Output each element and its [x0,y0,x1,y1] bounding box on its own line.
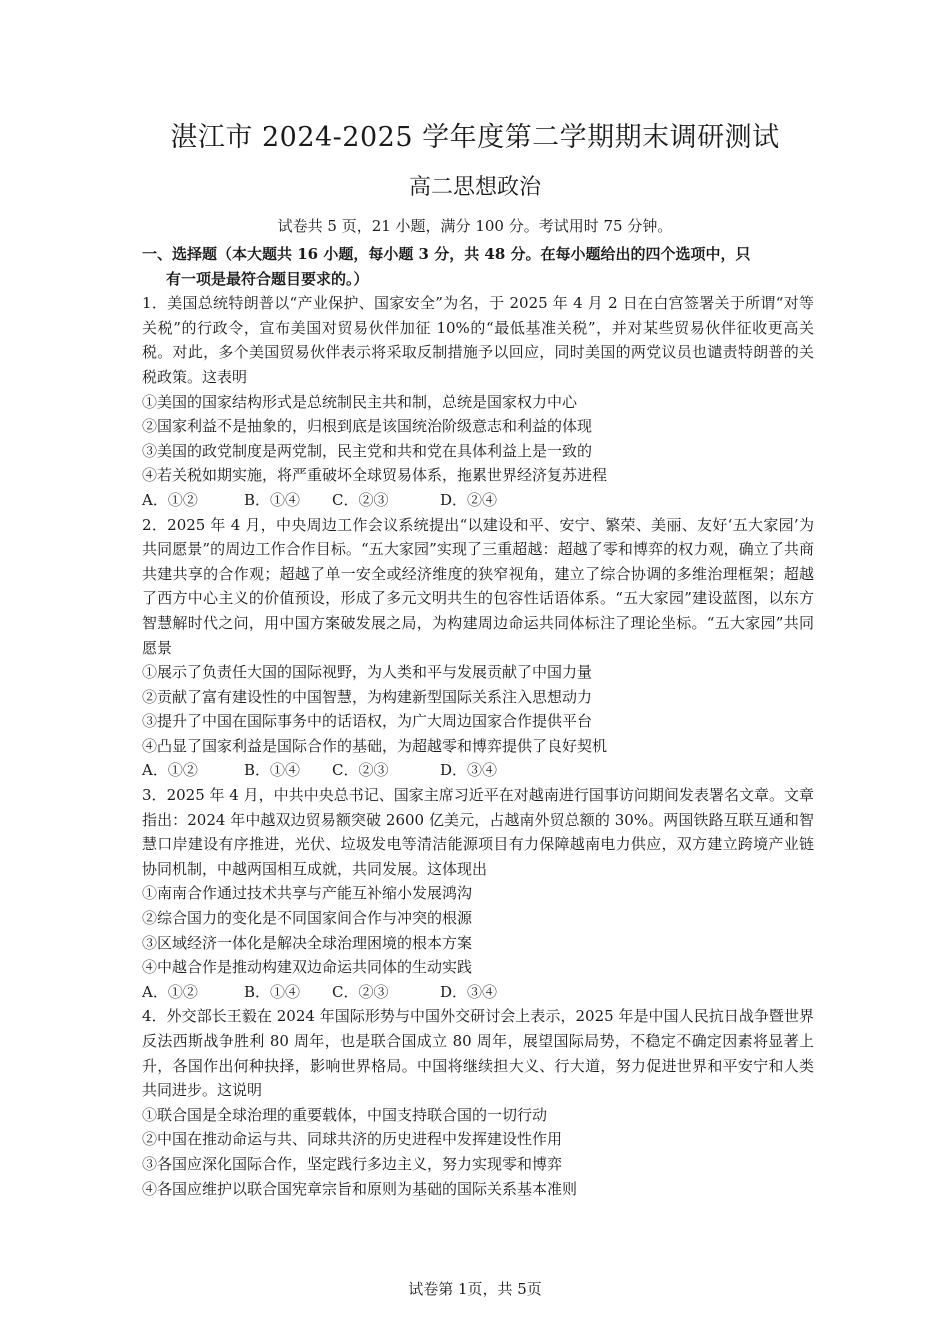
section-heading [142,242,814,291]
statement-1: ①联合国是全球治理的重要载体，中国支持联合国的一切行动 [142,1105,548,1124]
choice-d: D．③④ [440,982,498,1001]
statement-3: ③区域经济一体化是解决全球治理困境的根本方案 [142,933,473,952]
page-footer: 试卷第 1页，共 5页 [408,1280,542,1298]
exam-subject: 高二思想政治 [408,175,541,200]
statement-4: ④中越合作是推动构建双边命运共同体的生动实践 [142,958,473,977]
choice-b: B．①④ [244,982,301,1001]
exam-title: 湛江市 2024-2025 学年度第二学期期末调研测试 [170,122,780,153]
statement-3: ③提升了中国在国际事务中的话语权，为广大周边国家合作提供平台 [142,712,593,731]
question-stem: 4．外交部长王毅在 2024 年国际形势与中国外交研讨会上表示，2025 年是中国人民抗日战争暨世界反法西斯战争胜利 80 周年，也是联合国成立 80 周年，展望国际局势，不稳定不确定因素将显著上升，各国作出何种抉择，影响世界格局。中国将继续担大义、行大道，努力促进世界和平安宁和人类共同进步。这说明 [142,1007,814,1100]
question-2 [142,513,814,784]
choice-d: D．②④ [440,490,498,509]
question-3 [142,783,814,1004]
exam-body [142,242,814,1201]
section-heading-line2: 有一项是最符合题目要求的。） [166,269,369,288]
statement-1: ①展示了负责任大国的国际视野，为人类和平与发展贡献了中国力量 [142,663,593,682]
statement-1: ①美国的国家结构形式是总统制民主共和制，总统是国家权力中心 [142,392,578,411]
answer-choices [142,758,814,783]
statement-2: ②中国在推动命运与共、同球共济的历史进程中发挥建设性作用 [142,1130,563,1149]
answer-choices [142,488,814,513]
question-stem: 3．2025 年 4 月，中共中央总书记、国家主席习近平在对越南进行国事访问期间发表署名文章。文章指出：2024 年中越双边贸易额突破 2600 亿美元，占越南外贸总额的 30%。两国铁路互联互通和智慧口岸建设有序推进，光伏、垃圾发电等清洁能源项目有力保障越南电力供应，双方建立跨境产业链协同机制，中越两国相互成就，共同发展。这体现出 [142,786,814,878]
statement-2: ②国家利益不是抽象的，归根到底是该国统治阶级意志和利益的体现 [142,417,593,436]
choice-c: C．②③ [332,982,389,1001]
exam-info: 试卷共 5 页，21 小题，满分 100 分。考试用时 75 分钟。 [277,217,673,235]
answer-choices [142,980,814,1005]
statement-2: ②贡献了富有建设性的中国智慧，为构建新型国际关系注入思想动力 [142,687,593,706]
choice-b: B．①④ [244,761,301,780]
statement-4: ④各国应维护以联合国宪章宗旨和原则为基础的国际关系基本准则 [142,1179,578,1198]
choice-b: B．①④ [244,490,301,509]
choice-d: D．③④ [440,761,498,780]
section-heading-line1: 一、选择题（本大题共 16 小题，每小题 3 分，共 48 分。在每小题给出的四个选项中，只 [142,245,751,263]
question-4 [142,1004,814,1201]
statement-1: ①南南合作通过技术共享与产能互补缩小发展鸿沟 [142,884,473,903]
choice-c: C．②③ [332,761,389,780]
choice-a: A．①② [142,982,198,1001]
statement-2: ②综合国力的变化是不同国家间合作与冲突的根源 [142,909,473,928]
question-stem: 2．2025 年 4 月，中央周边工作会议系统提出“以建设和平、安宁、繁荣、美丽、友好‘五大家园’为共同愿景”的周边工作合作目标。“五大家园”实现了三重超越：超越了零和博弈的权力观，确立了共商共建共享的合作观；超越了单一安全或经济维度的狭窄视角，建立了综合协调的多维治理框架；超越了西方中心主义的价值预设，形成了多元文明共生的包容性话语体系。“五大家园”建设蓝图，以东方智慧解时代之问，用中国方案破发展之局，为构建周边命运共同体标注了理论坐标。“五大家园”共同愿景 [142,515,814,657]
statement-3: ③各国应深化国际合作，坚定践行多边主义，努力实现零和博弈 [142,1154,563,1173]
choice-a: A．①② [142,761,198,780]
question-1 [142,291,814,512]
choice-c: C．②③ [332,490,389,509]
statement-4: ④凸显了国家利益是国际合作的基础，为超越零和博弈提供了良好契机 [142,736,608,755]
statement-3: ③美国的政党制度是两党制，民主党和共和党在具体利益上是一致的 [142,441,593,460]
statement-4: ④若关税如期实施，将严重破坏全球贸易体系，拖累世界经济复苏进程 [142,466,608,485]
question-stem: 1．美国总统特朗普以“产业保护、国家安全”为名，于 2025 年 4 月 2 日在白宫签署关于所谓“对等关税”的行政令，宣布美国对贸易伙伴加征 10%的“最低基准关税”，并对某些贸易伙伴征收更高关税。对此，多个美国贸易伙伴表示将采取反制措施予以回应，同时美国的两党议员也谴责特朗普的关税政策。这表明 [142,294,814,386]
choice-a: A．①② [142,490,198,509]
